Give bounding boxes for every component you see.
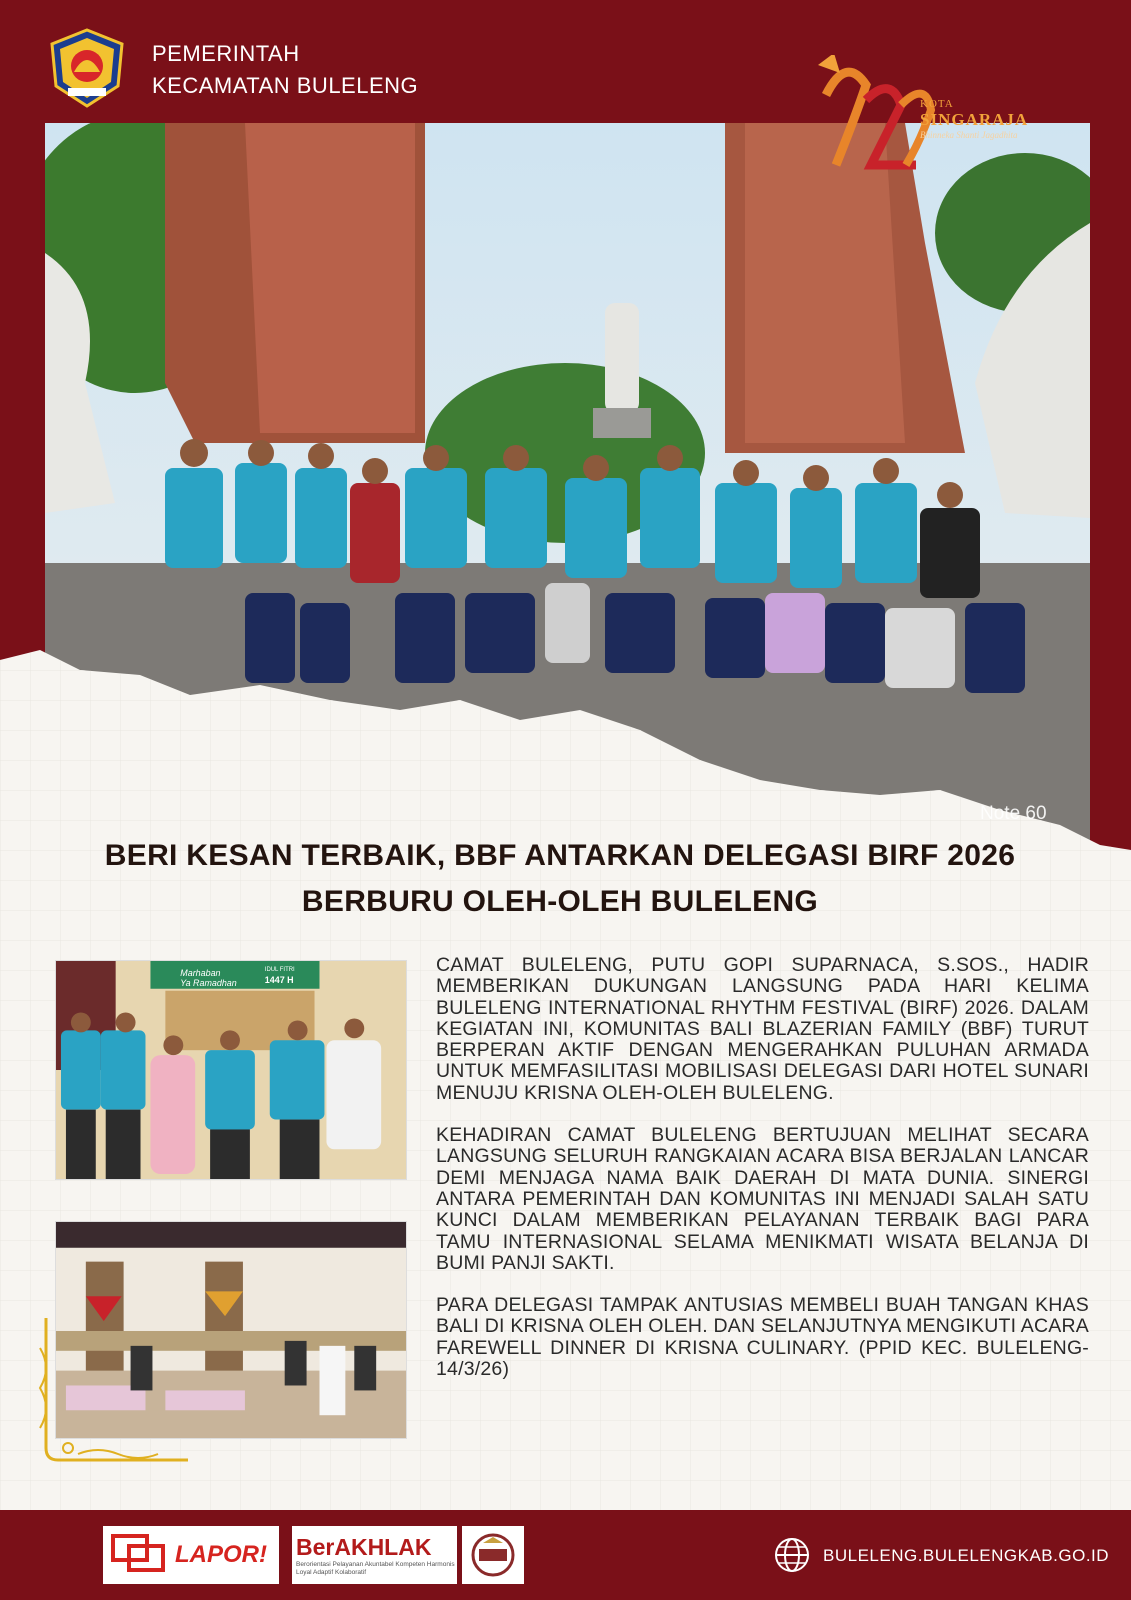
photo-watermark: Note 60 bbox=[980, 803, 1047, 824]
sign-1447: 1447 H bbox=[264, 974, 294, 985]
lapor-label: LAPOR! bbox=[175, 1541, 267, 1568]
government-line-1: PEMERINTAH bbox=[152, 41, 300, 66]
sign-ramadhan: Ya Ramadhan bbox=[180, 977, 237, 988]
chat-bubble-icon bbox=[111, 1534, 167, 1574]
anniversary-city: SINGARAJA bbox=[920, 110, 1029, 129]
headline-line-1: BERI KESAN TERBAIK, BBF ANTARKAN DELEGASI BIRF 2026 bbox=[104, 839, 1016, 872]
photo-shop-entrance bbox=[55, 960, 407, 1180]
lapor-logo[interactable] bbox=[103, 1526, 279, 1584]
berakhlak-logo bbox=[292, 1526, 457, 1584]
article-paragraph-3: PARA DELEGASI TAMPAK ANTUSIAS MEMBELI BUAH TANGAN KHAS BALI DI KRISNA OLEH OLEH. DAN SELANJUTNYA MENGIKUTI ACARA FAREWELL DINNER DI KRISNA CULINARY. (PPID KEC. BULELENG-14/3/26) bbox=[436, 1294, 1089, 1381]
emblem-icon bbox=[469, 1531, 517, 1579]
website-link[interactable]: BULELENG.BULELENGKAB.GO.ID bbox=[823, 1546, 1110, 1565]
anniversary-text bbox=[920, 98, 1028, 140]
berakhlak-subtitle: Berorientasi Pelayanan Akuntabel Kompeten Harmonis Loyal Adaptif Kolaboratif bbox=[296, 1560, 455, 1576]
article-paragraph-1: CAMAT BULELENG, PUTU GOPI SUPARNACA, S.SOS., HADIR MEMBERIKAN DUKUNGAN LANGSUNG PADA HARI KELIMA BULELENG INTERNATIONAL RHYTHM FESTIVAL (BIRF) 2026. DALAM KEGIATAN INI, KOMUNITAS BALI BLAZERIAN FAMILY (BBF) TURUT BERPERAN AKTIF DENGAN MENGERAHKAN PULUHAN ARMADA UNTUK MEMFASILITASI MOBILISASI DELEGASI DARI HOTEL SUNARI MENUJU KRISNA OLEH-OLEH BULELENG. bbox=[436, 954, 1089, 1104]
government-title bbox=[152, 38, 418, 102]
globe-icon bbox=[774, 1537, 810, 1573]
sign-marhaban: Marhaban bbox=[180, 967, 221, 978]
community-emblem bbox=[462, 1526, 524, 1584]
berakhlak-label: BerAKHLAK bbox=[296, 1533, 432, 1560]
buleleng-regency-logo bbox=[48, 28, 126, 108]
article-headline bbox=[60, 833, 1060, 925]
anniversary-kota: KOTA bbox=[920, 98, 954, 110]
gold-corner-ornament bbox=[38, 1318, 198, 1468]
article-paragraph-2: KEHADIRAN CAMAT BULELENG BERTUJUAN MELIHAT SECARA LANGSUNG SELURUH RANGKAIAN ACARA BISA BERJALAN LANCAR DEMI MENJAGA NAMA BAIK DAERAH DI MATA DUNIA. SINERGI ANTARA PEMERINTAH DAN KOMUNITAS INI MENJADI SALAH SATU KUNCI DALAM MEMBERIKAN PELAYANAN TERBAIK BAGI PARA TAMU INTERNASIONAL SELAMA MENIKMATI WISATA BELANJA DI BUMI PANJI SAKTI. bbox=[436, 1124, 1089, 1274]
government-line-2: KECAMATAN BULELENG bbox=[152, 73, 419, 98]
sign-idul-fitri: IDUL FITRI bbox=[264, 966, 295, 973]
headline-line-2: BERBURU OLEH-OLEH BULELENG bbox=[301, 885, 819, 918]
anniversary-motto: Bhinneka Shanti Jagadhita bbox=[920, 130, 1018, 140]
article-body bbox=[436, 955, 1089, 1401]
